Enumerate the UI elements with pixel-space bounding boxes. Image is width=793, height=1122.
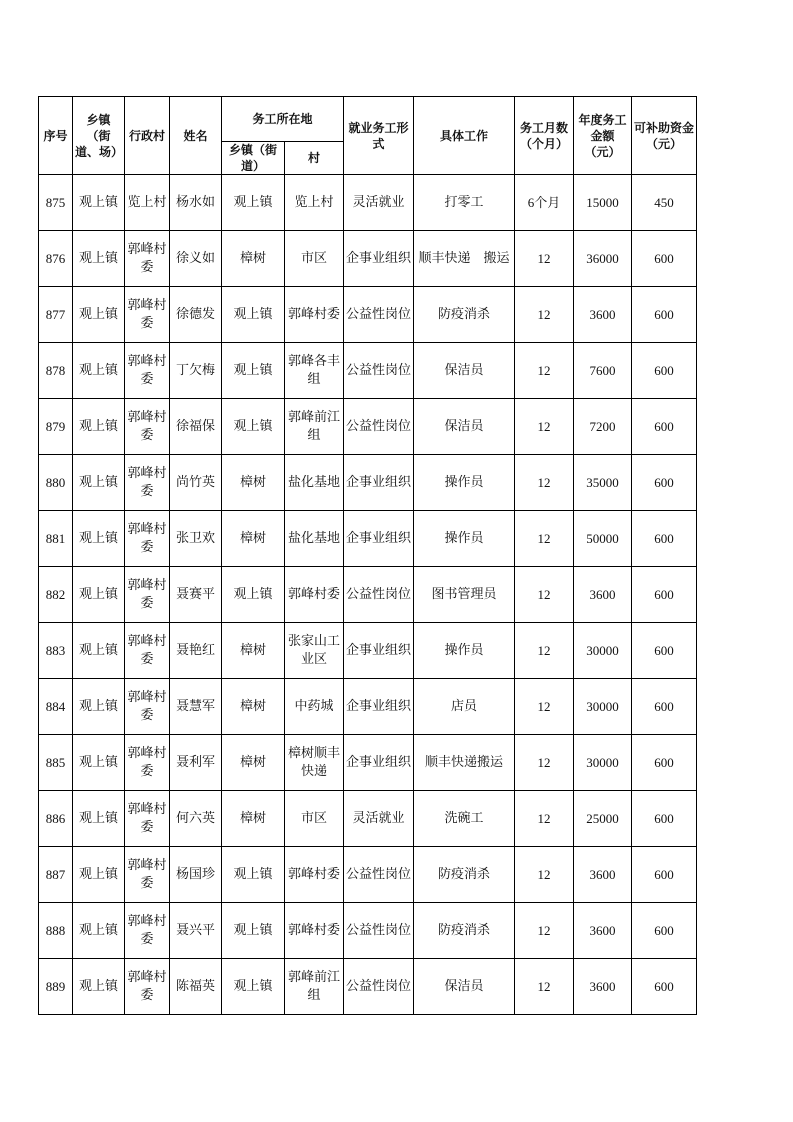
cell-months: 12 (515, 735, 574, 791)
cell-loc-village: 览上村 (285, 175, 344, 231)
cell-loc-town: 观上镇 (222, 399, 285, 455)
header-employment-form: 就业务工形式 (344, 97, 414, 175)
cell-subsidy: 600 (632, 735, 697, 791)
cell-village: 郭峰村委 (125, 791, 170, 847)
header-village: 行政村 (125, 97, 170, 175)
cell-annual-amount: 30000 (574, 679, 632, 735)
cell-name: 杨水如 (170, 175, 222, 231)
cell-annual-amount: 7600 (574, 343, 632, 399)
cell-no: 877 (39, 287, 73, 343)
cell-no: 889 (39, 959, 73, 1015)
cell-employment-form: 公益性岗位 (344, 567, 414, 623)
cell-job: 洗碗工 (414, 791, 515, 847)
cell-no: 887 (39, 847, 73, 903)
cell-loc-village: 张家山工业区 (285, 623, 344, 679)
cell-name: 徐义如 (170, 231, 222, 287)
cell-job: 防疫消杀 (414, 847, 515, 903)
cell-employment-form: 公益性岗位 (344, 847, 414, 903)
cell-subsidy: 600 (632, 511, 697, 567)
cell-annual-amount: 36000 (574, 231, 632, 287)
cell-subsidy: 600 (632, 399, 697, 455)
cell-town: 观上镇 (73, 623, 125, 679)
cell-town: 观上镇 (73, 735, 125, 791)
cell-months: 12 (515, 511, 574, 567)
table-row (39, 455, 697, 511)
header-no: 序号 (39, 97, 73, 175)
cell-annual-amount: 3600 (574, 287, 632, 343)
cell-job: 店员 (414, 679, 515, 735)
cell-town: 观上镇 (73, 791, 125, 847)
cell-loc-town: 观上镇 (222, 959, 285, 1015)
cell-village: 郭峰村委 (125, 735, 170, 791)
cell-loc-town: 观上镇 (222, 847, 285, 903)
cell-months: 12 (515, 343, 574, 399)
cell-village: 郭峰村委 (125, 847, 170, 903)
header-loc-village: 村 (285, 142, 344, 175)
cell-loc-village: 市区 (285, 791, 344, 847)
cell-employment-form: 公益性岗位 (344, 959, 414, 1015)
cell-loc-village: 中药城 (285, 679, 344, 735)
cell-loc-town: 樟树 (222, 679, 285, 735)
table-body (39, 175, 697, 1015)
cell-subsidy: 600 (632, 903, 697, 959)
cell-loc-village: 盐化基地 (285, 455, 344, 511)
table-row (39, 175, 697, 231)
table-row (39, 791, 697, 847)
cell-subsidy: 450 (632, 175, 697, 231)
cell-employment-form: 公益性岗位 (344, 343, 414, 399)
header-annual-amount: 年度务工金额（元） (574, 97, 632, 175)
cell-annual-amount: 30000 (574, 623, 632, 679)
cell-subsidy: 600 (632, 959, 697, 1015)
cell-no: 875 (39, 175, 73, 231)
cell-job: 顺丰快递搬运 (414, 735, 515, 791)
header-loc-town: 乡镇（街道） (222, 142, 285, 175)
cell-loc-village: 郭峰村委 (285, 903, 344, 959)
cell-loc-village: 市区 (285, 231, 344, 287)
table-row (39, 287, 697, 343)
header-row-1 (39, 97, 697, 142)
cell-annual-amount: 7200 (574, 399, 632, 455)
cell-loc-town: 樟树 (222, 735, 285, 791)
cell-loc-village: 盐化基地 (285, 511, 344, 567)
cell-subsidy: 600 (632, 455, 697, 511)
cell-annual-amount: 3600 (574, 567, 632, 623)
header-name: 姓名 (170, 97, 222, 175)
cell-loc-village: 郭峰各丰组 (285, 343, 344, 399)
cell-loc-town: 樟树 (222, 231, 285, 287)
cell-subsidy: 600 (632, 343, 697, 399)
cell-loc-town: 观上镇 (222, 175, 285, 231)
cell-employment-form: 公益性岗位 (344, 287, 414, 343)
cell-loc-town: 樟树 (222, 623, 285, 679)
table-row (39, 511, 697, 567)
cell-employment-form: 灵活就业 (344, 791, 414, 847)
cell-annual-amount: 30000 (574, 735, 632, 791)
cell-subsidy: 600 (632, 679, 697, 735)
cell-months: 12 (515, 399, 574, 455)
cell-annual-amount: 15000 (574, 175, 632, 231)
cell-months: 12 (515, 231, 574, 287)
cell-loc-village: 郭峰村委 (285, 847, 344, 903)
cell-village: 郭峰村委 (125, 343, 170, 399)
cell-village: 郭峰村委 (125, 399, 170, 455)
cell-name: 徐德发 (170, 287, 222, 343)
table-row (39, 847, 697, 903)
cell-town: 观上镇 (73, 511, 125, 567)
cell-job: 顺丰快递 搬运 (414, 231, 515, 287)
cell-job: 防疫消杀 (414, 287, 515, 343)
cell-no: 881 (39, 511, 73, 567)
header-months: 务工月数（个月） (515, 97, 574, 175)
cell-employment-form: 企事业组织 (344, 231, 414, 287)
cell-loc-town: 观上镇 (222, 287, 285, 343)
cell-no: 886 (39, 791, 73, 847)
cell-name: 尚竹英 (170, 455, 222, 511)
cell-months: 12 (515, 959, 574, 1015)
header-job: 具体工作 (414, 97, 515, 175)
table-row (39, 567, 697, 623)
cell-subsidy: 600 (632, 567, 697, 623)
cell-months: 6个月 (515, 175, 574, 231)
cell-months: 12 (515, 623, 574, 679)
cell-months: 12 (515, 903, 574, 959)
cell-no: 882 (39, 567, 73, 623)
cell-no: 876 (39, 231, 73, 287)
cell-village: 郭峰村委 (125, 903, 170, 959)
cell-name: 何六英 (170, 791, 222, 847)
cell-job: 保洁员 (414, 399, 515, 455)
cell-town: 观上镇 (73, 679, 125, 735)
cell-name: 丁欠梅 (170, 343, 222, 399)
cell-employment-form: 灵活就业 (344, 175, 414, 231)
table-row (39, 623, 697, 679)
cell-employment-form: 公益性岗位 (344, 903, 414, 959)
employment-subsidy-table (38, 96, 697, 1015)
cell-annual-amount: 25000 (574, 791, 632, 847)
cell-job: 操作员 (414, 455, 515, 511)
cell-village: 郭峰村委 (125, 623, 170, 679)
cell-town: 观上镇 (73, 455, 125, 511)
table-row (39, 959, 697, 1015)
cell-job: 图书管理员 (414, 567, 515, 623)
cell-no: 888 (39, 903, 73, 959)
cell-job: 操作员 (414, 623, 515, 679)
cell-loc-town: 樟树 (222, 455, 285, 511)
cell-village: 览上村 (125, 175, 170, 231)
cell-months: 12 (515, 791, 574, 847)
cell-town: 观上镇 (73, 903, 125, 959)
cell-village: 郭峰村委 (125, 231, 170, 287)
cell-loc-village: 郭峰村委 (285, 287, 344, 343)
cell-annual-amount: 3600 (574, 903, 632, 959)
cell-village: 郭峰村委 (125, 959, 170, 1015)
cell-loc-town: 观上镇 (222, 343, 285, 399)
cell-loc-town: 樟树 (222, 791, 285, 847)
cell-employment-form: 企事业组织 (344, 455, 414, 511)
cell-subsidy: 600 (632, 287, 697, 343)
cell-employment-form: 企事业组织 (344, 735, 414, 791)
cell-town: 观上镇 (73, 567, 125, 623)
cell-job: 保洁员 (414, 959, 515, 1015)
cell-name: 聂艳红 (170, 623, 222, 679)
cell-annual-amount: 3600 (574, 959, 632, 1015)
cell-town: 观上镇 (73, 287, 125, 343)
header-work-location: 务工所在地 (222, 97, 344, 142)
table-row (39, 735, 697, 791)
cell-town: 观上镇 (73, 343, 125, 399)
cell-loc-village: 郭峰前江组 (285, 959, 344, 1015)
cell-loc-town: 樟树 (222, 511, 285, 567)
cell-months: 12 (515, 287, 574, 343)
cell-village: 郭峰村委 (125, 679, 170, 735)
table-row (39, 903, 697, 959)
table-row (39, 343, 697, 399)
cell-name: 聂慧军 (170, 679, 222, 735)
cell-employment-form: 企事业组织 (344, 623, 414, 679)
cell-annual-amount: 35000 (574, 455, 632, 511)
cell-name: 张卫欢 (170, 511, 222, 567)
cell-subsidy: 600 (632, 623, 697, 679)
cell-loc-village: 樟树顺丰快递 (285, 735, 344, 791)
cell-name: 聂利军 (170, 735, 222, 791)
cell-job: 保洁员 (414, 343, 515, 399)
cell-job: 打零工 (414, 175, 515, 231)
cell-months: 12 (515, 847, 574, 903)
cell-annual-amount: 3600 (574, 847, 632, 903)
cell-town: 观上镇 (73, 847, 125, 903)
cell-village: 郭峰村委 (125, 511, 170, 567)
header-subsidy: 可补助资金（元） (632, 97, 697, 175)
cell-no: 878 (39, 343, 73, 399)
cell-employment-form: 企事业组织 (344, 511, 414, 567)
cell-village: 郭峰村委 (125, 287, 170, 343)
cell-town: 观上镇 (73, 231, 125, 287)
cell-months: 12 (515, 679, 574, 735)
cell-town: 观上镇 (73, 959, 125, 1015)
cell-no: 884 (39, 679, 73, 735)
cell-loc-town: 观上镇 (222, 567, 285, 623)
cell-town: 观上镇 (73, 175, 125, 231)
table-row (39, 679, 697, 735)
cell-no: 879 (39, 399, 73, 455)
cell-subsidy: 600 (632, 791, 697, 847)
cell-no: 885 (39, 735, 73, 791)
cell-job: 操作员 (414, 511, 515, 567)
table-row (39, 399, 697, 455)
cell-name: 徐福保 (170, 399, 222, 455)
cell-months: 12 (515, 567, 574, 623)
cell-village: 郭峰村委 (125, 567, 170, 623)
cell-village: 郭峰村委 (125, 455, 170, 511)
cell-name: 杨国珍 (170, 847, 222, 903)
cell-loc-village: 郭峰村委 (285, 567, 344, 623)
cell-employment-form: 企事业组织 (344, 679, 414, 735)
cell-name: 聂兴平 (170, 903, 222, 959)
cell-town: 观上镇 (73, 399, 125, 455)
cell-subsidy: 600 (632, 847, 697, 903)
cell-loc-village: 郭峰前江组 (285, 399, 344, 455)
table-row (39, 231, 697, 287)
cell-loc-town: 观上镇 (222, 903, 285, 959)
cell-no: 883 (39, 623, 73, 679)
cell-annual-amount: 50000 (574, 511, 632, 567)
cell-employment-form: 公益性岗位 (344, 399, 414, 455)
cell-months: 12 (515, 455, 574, 511)
cell-name: 聂赛平 (170, 567, 222, 623)
cell-subsidy: 600 (632, 231, 697, 287)
header-town: 乡镇（街道、场） (73, 97, 125, 175)
cell-job: 防疫消杀 (414, 903, 515, 959)
cell-name: 陈福英 (170, 959, 222, 1015)
cell-no: 880 (39, 455, 73, 511)
